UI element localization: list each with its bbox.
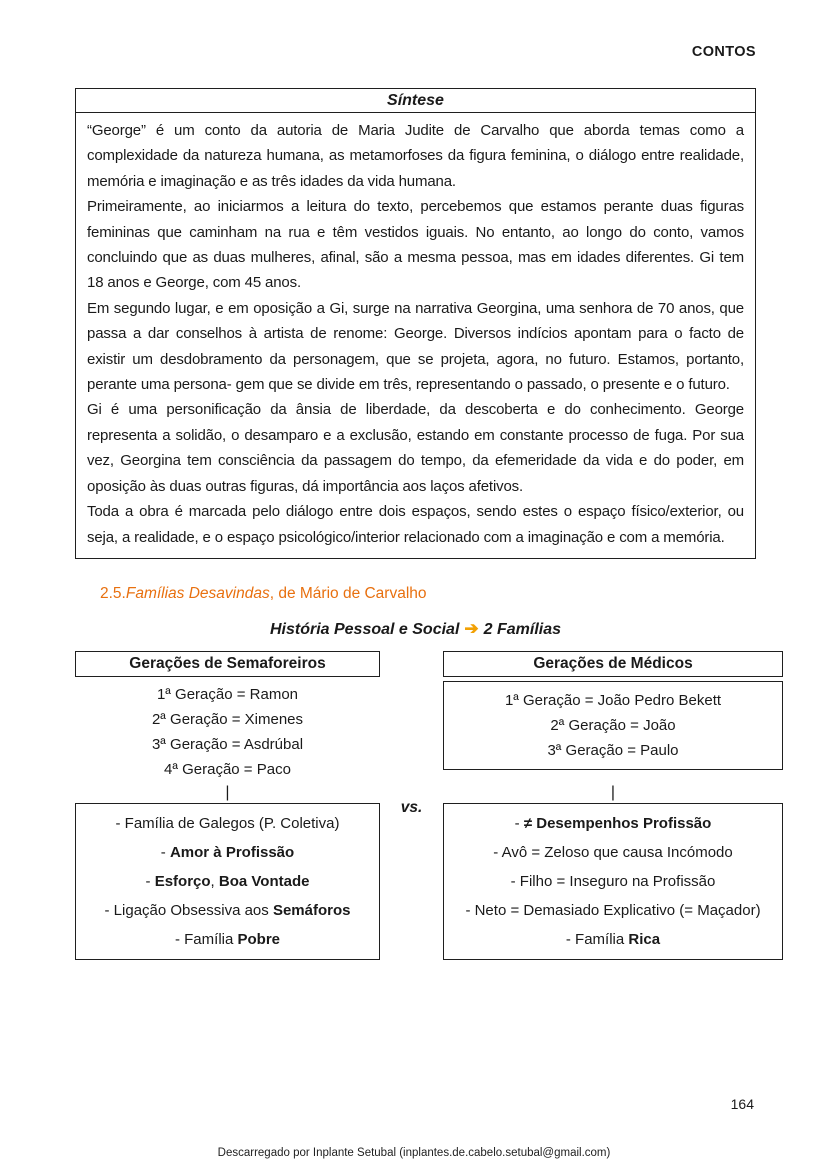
diagram-heading	[75, 619, 756, 639]
semaforeiros-column	[75, 651, 380, 960]
trait-line: - Família Pobre	[174, 930, 281, 948]
trait-line: - Avô = Zeloso que causa Incómodo	[493, 843, 733, 861]
diagram-heading-lead: História Pessoal e Social	[269, 620, 460, 638]
trait-line: - Ligação Obsessiva aos Semáforos	[104, 901, 351, 919]
diagram-heading-tail: 2 Famílias	[483, 620, 562, 638]
medicos-column	[443, 651, 783, 960]
trait-line: - Filho = Inseguro na Profissão	[510, 872, 716, 890]
sintese-paragraph: “George” é um conto da autoria de Maria Judite de Carvalho que aborda temas como a complexidade da natureza humana, as metamorfoses da figura feminina, o diálogo entre realidade, memória e imaginação e as três idades da vida humana.	[87, 122, 744, 190]
trait-line: - Amor à Profissão	[160, 843, 295, 861]
sintese-body	[76, 113, 755, 558]
medicos-traits	[443, 803, 783, 960]
generation-item: 2ª Geração = Ximenes	[151, 710, 304, 728]
sintese-paragraph: Gi é uma personificação da ânsia de liberdade, da descoberta e do conhecimento. George representa a solidão, o desamparo e a exclusão, estando em constante processo de fuga. Por sua vez, Georgina tem consciência da passagem do tempo, da efemeridade da vida e do poder, em oposição às duas outras figuras, dá importância aos laços afetivos.	[87, 401, 744, 495]
header-label: CONTOS	[691, 44, 756, 60]
vs-label: vs.	[400, 798, 423, 816]
generation-item: 2ª Geração = João	[550, 716, 676, 734]
trait-line: - Neto = Demasiado Explicativo (= Maçador)	[465, 901, 761, 919]
medicos-header: Gerações de Médicos	[443, 651, 783, 677]
sintese-paragraph: Em segundo lugar, e em oposição a Gi, surge na narrativa Georgina, uma senhora de 70 anos, que passa a dar conselhos à artista de renome: George. Diversos indícios apontam para o facto de existir um desdobramento da personagem, que se projeta, agora, no futuro. Estamos, portanto, perante uma persona- gem que se divide em três, representando o passado, o presente e o futuro.	[87, 299, 744, 394]
families-diagram	[75, 651, 761, 1011]
download-footer: Descarregado por Inplante Setubal (inplantes.de.cabelo.setubal@gmail.com)	[217, 1147, 611, 1159]
running-header	[75, 0, 756, 60]
sintese-box	[75, 88, 756, 559]
sintese-paragraph: Primeiramente, ao iniciarmos a leitura do texto, percebemos que estamos perante duas figuras femininas que caminham na rua e têm vestidos iguais. No entanto, ao longo do conto, vamos concluindo que as duas mulheres, afinal, são a mesma pessoa, mas em idades diferentes. Gi tem 18 anos e George, com 45 anos.	[87, 198, 744, 292]
generation-item: 3ª Geração = Asdrúbal	[151, 735, 304, 753]
section-work-title: Famílias Desavindas	[125, 584, 270, 602]
section-number: 2.5.	[100, 584, 126, 602]
trait-line: - Família Rica	[565, 930, 661, 948]
page-number: 164	[730, 1096, 754, 1112]
semaforeiros-generations	[75, 682, 380, 782]
generation-item: 1ª Geração = João Pedro Bekett	[504, 691, 722, 709]
medicos-generations	[443, 681, 783, 770]
medicos-top	[443, 651, 783, 783]
generation-item: 4ª Geração = Paco	[164, 760, 291, 778]
section-heading	[100, 585, 756, 603]
connector-line: |	[610, 783, 616, 801]
trait-line: - Esforço, Boa Vontade	[145, 872, 310, 890]
generation-item: 3ª Geração = Paulo	[547, 741, 679, 759]
right-arrow-icon: ➔	[464, 618, 479, 638]
semaforeiros-top	[75, 651, 380, 783]
connector-line: |	[225, 783, 230, 801]
semaforeiros-traits	[75, 803, 380, 960]
trait-line: - ≠ Desempenhos Profissão	[514, 814, 712, 832]
generation-item: 1ª Geração = Ramon	[156, 685, 299, 703]
sintese-title: Síntese	[76, 89, 755, 113]
semaforeiros-header: Gerações de Semaforeiros	[75, 651, 380, 677]
section-suffix: , de Mário de Carvalho	[269, 584, 427, 602]
trait-line: - Família de Galegos (P. Coletiva)	[115, 814, 340, 832]
sintese-paragraph: Toda a obra é marcada pelo diálogo entre dois espaços, sendo estes o espaço físico/exterior, ou seja, a realidade, e o espaço psicológico/interior relacionado com a imaginação e com a memória.	[87, 503, 744, 546]
